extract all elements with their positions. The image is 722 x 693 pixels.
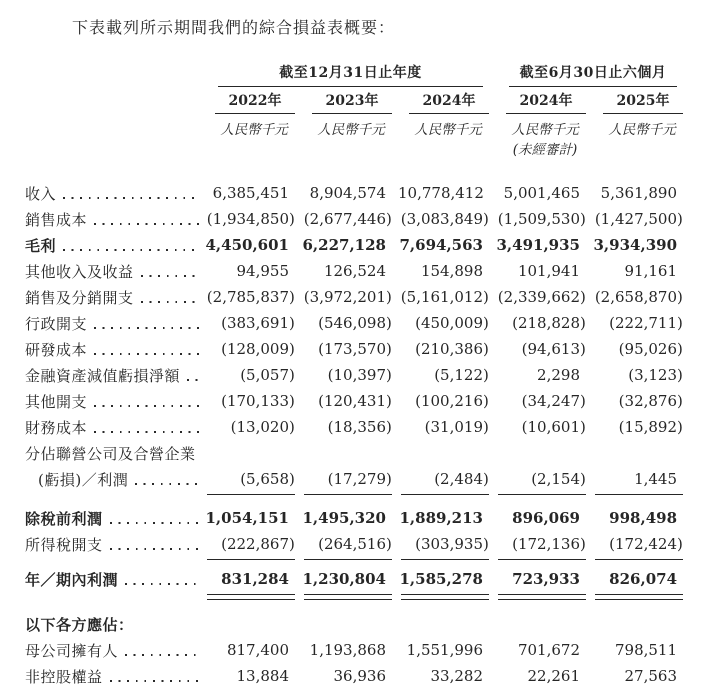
single-rule — [401, 559, 489, 560]
row-label-text: 其他開支 — [25, 392, 88, 411]
header-spacer — [25, 138, 204, 158]
row-label — [25, 637, 204, 663]
period-group-annual-label: 截至12月31日止年度 — [218, 62, 483, 87]
value-cell: 831,284 — [221, 570, 289, 588]
header-spacer — [25, 87, 204, 114]
row-label-text: 金融資產減值虧損淨額 — [25, 366, 181, 385]
value-cell: 154,898 — [420, 262, 483, 280]
period-group-annual — [204, 61, 495, 87]
leader-dots — [94, 223, 200, 225]
unit-label: 人民幣千元 — [220, 122, 288, 138]
value-cell: 36,936 — [333, 667, 386, 685]
value-cell: 91,161 — [624, 262, 678, 280]
table-row — [25, 362, 689, 388]
table-row — [25, 566, 689, 592]
value-cell: (2,339,662) — [497, 288, 586, 306]
value-cell: 13,884 — [236, 667, 289, 685]
value-cell: (1,427,500) — [594, 210, 683, 228]
subtotal-rule-row — [25, 557, 689, 564]
value-cell — [495, 440, 592, 466]
single-rule — [304, 494, 392, 495]
row-label — [25, 310, 204, 336]
double-rule — [498, 594, 586, 600]
value-cell: 10,778,412 — [398, 184, 484, 202]
value-cell: 3,934,390 — [593, 236, 678, 254]
value-cell — [398, 440, 495, 466]
row-label — [25, 336, 204, 362]
table-row — [25, 258, 689, 284]
value-cell: (34,247) — [521, 392, 586, 410]
header-gap — [25, 158, 689, 180]
leader-dots — [110, 680, 200, 682]
value-cell: (95,026) — [618, 340, 683, 358]
value-cell: 1,230,804 — [302, 570, 386, 588]
value-cell — [204, 611, 301, 637]
leader-dots — [141, 275, 200, 277]
intro-text: 下表載列所示期間我們的綜合損益表概要： — [72, 18, 396, 37]
row-label — [25, 531, 204, 557]
leader-dots — [135, 483, 200, 485]
row-label-text: 母公司擁有人 — [25, 641, 119, 660]
leader-dots — [63, 249, 200, 251]
unit-label: 人民幣千元 — [608, 122, 676, 138]
unit-label: 人民幣千元 — [317, 122, 385, 138]
value-cell: 22,261 — [527, 667, 580, 685]
table-row — [25, 388, 689, 414]
value-cell: 826,074 — [609, 570, 678, 588]
table-row — [25, 637, 689, 663]
subtotal-rule-row — [25, 492, 689, 499]
value-cell: 1,551,996 — [406, 641, 483, 659]
row-label — [25, 362, 204, 388]
table-header — [25, 61, 689, 180]
value-cell — [592, 440, 689, 466]
row-label-text: 非控股權益 — [25, 667, 103, 686]
row-label-text: 分佔聯營公司及合營企業 — [25, 444, 196, 463]
leader-dots — [187, 379, 200, 381]
row-label-text: 以下各方應佔： — [25, 615, 134, 634]
unit-label: 人民幣千元 — [414, 122, 482, 138]
double-rule — [595, 594, 683, 600]
year-header-2022: 2022年 — [204, 87, 301, 114]
leader-dots — [94, 327, 200, 329]
value-cell: 33,282 — [430, 667, 483, 685]
value-cell: (3,083,849) — [400, 210, 489, 228]
value-cell: 817,400 — [226, 641, 289, 659]
leader-dots — [141, 301, 200, 303]
table-row — [25, 531, 689, 557]
value-cell — [398, 611, 495, 637]
value-cell: (2,154) — [531, 470, 586, 488]
value-cell: 27,563 — [624, 667, 678, 685]
year-header-2024-interim: 2024年 — [495, 87, 592, 114]
value-cell: 6,227,128 — [302, 236, 386, 254]
row-label-text: 所得稅開支 — [25, 535, 103, 554]
row-label-text: 其他收入及收益 — [25, 262, 134, 281]
double-total-rule-row — [25, 592, 689, 605]
single-rule — [595, 559, 683, 560]
year-header-2025-interim: 2025年 — [592, 87, 689, 114]
value-cell: (172,424) — [609, 535, 683, 553]
year-header-2024: 2024年 — [398, 87, 495, 114]
value-cell: 3,491,935 — [496, 236, 580, 254]
value-cell: (210,386) — [415, 340, 489, 358]
row-label-text: (虧損)／利潤 — [38, 470, 129, 489]
value-cell: (5,658) — [240, 470, 295, 488]
value-cell: (10,397) — [327, 366, 392, 384]
row-label — [25, 440, 204, 466]
row-label — [25, 388, 204, 414]
value-cell: 7,694,563 — [399, 236, 483, 254]
period-group-interim — [495, 61, 689, 87]
value-cell: 1,445 — [634, 470, 678, 488]
value-cell — [204, 440, 301, 466]
value-cell: 94,955 — [236, 262, 289, 280]
table-row — [25, 611, 689, 637]
value-cell: (120,431) — [318, 392, 392, 410]
single-rule — [207, 559, 295, 560]
value-cell: (222,867) — [221, 535, 295, 553]
value-cell: (170,133) — [221, 392, 295, 410]
single-rule — [498, 559, 586, 560]
value-cell: 5,361,890 — [600, 184, 678, 202]
value-cell: (13,020) — [230, 418, 295, 436]
value-cell: (222,711) — [609, 314, 683, 332]
value-cell: (17,279) — [327, 470, 392, 488]
row-label-text: 除稅前利潤 — [25, 509, 103, 528]
value-cell: (5,122) — [434, 366, 489, 384]
single-rule — [304, 559, 392, 560]
leader-dots — [125, 583, 200, 585]
table-row — [25, 206, 689, 232]
row-label-text: 收入 — [25, 184, 57, 203]
value-cell: (18,356) — [327, 418, 392, 436]
value-cell: (1,509,530) — [497, 210, 586, 228]
row-label — [25, 663, 204, 689]
row-label — [25, 611, 204, 637]
value-cell: (2,677,446) — [303, 210, 392, 228]
single-rule — [498, 494, 586, 495]
value-cell: (264,516) — [318, 535, 392, 553]
value-cell: 2,298 — [537, 366, 580, 384]
value-cell: (173,570) — [318, 340, 392, 358]
value-cell: 4,450,601 — [205, 236, 289, 254]
row-label — [25, 566, 204, 592]
value-cell: (31,019) — [424, 418, 489, 436]
unaudited-label: (未經審計) — [512, 142, 578, 158]
unit-label: 人民幣千元 — [511, 122, 579, 138]
value-cell: (94,613) — [521, 340, 586, 358]
table-row — [25, 310, 689, 336]
value-cell: (32,876) — [618, 392, 683, 410]
row-label-text: 毛利 — [25, 236, 57, 255]
value-cell: (100,216) — [415, 392, 489, 410]
row-label-text: 銷售成本 — [25, 210, 88, 229]
row-label — [25, 284, 204, 310]
row-label — [25, 206, 204, 232]
value-cell: 126,524 — [323, 262, 386, 280]
value-cell: (128,009) — [221, 340, 295, 358]
value-cell: (2,785,837) — [206, 288, 295, 306]
double-rule — [401, 594, 489, 600]
value-cell: 896,069 — [512, 509, 580, 527]
leader-dots — [94, 405, 200, 407]
value-cell: (3,123) — [628, 366, 683, 384]
value-cell: 8,904,574 — [309, 184, 386, 202]
leader-dots — [63, 197, 200, 199]
double-rule — [304, 594, 392, 600]
year-header-2023: 2023年 — [301, 87, 398, 114]
value-cell — [301, 611, 398, 637]
income-statement-table — [25, 61, 689, 689]
double-rule — [207, 594, 295, 600]
value-cell: 798,511 — [614, 641, 678, 659]
value-cell: (546,098) — [318, 314, 392, 332]
value-cell: 5,001,465 — [503, 184, 580, 202]
value-cell: (218,828) — [512, 314, 586, 332]
value-cell: (383,691) — [221, 314, 295, 332]
row-label — [25, 258, 204, 284]
value-cell — [592, 611, 689, 637]
value-cell: (2,484) — [434, 470, 489, 488]
table-row — [25, 466, 689, 492]
table-row — [25, 232, 689, 258]
header-spacer — [25, 61, 204, 87]
row-label-text: 年／期內利潤 — [25, 570, 119, 589]
row-label-text: 行政開支 — [25, 314, 88, 333]
leader-dots — [94, 353, 200, 355]
table-row — [25, 663, 689, 689]
value-cell: 723,933 — [512, 570, 580, 588]
leader-dots — [125, 654, 200, 656]
value-cell — [301, 440, 398, 466]
single-rule — [595, 494, 683, 495]
value-cell — [495, 611, 592, 637]
value-cell: 1,889,213 — [399, 509, 483, 527]
leader-dots — [110, 548, 200, 550]
table-row — [25, 505, 689, 531]
table-body — [25, 180, 689, 689]
table-row — [25, 414, 689, 440]
value-cell: (5,161,012) — [400, 288, 489, 306]
value-cell: 998,498 — [609, 509, 678, 527]
row-label-text: 銷售及分銷開支 — [25, 288, 134, 307]
row-label-text: 研發成本 — [25, 340, 88, 359]
value-cell: (1,934,850) — [206, 210, 295, 228]
period-group-interim-label: 截至6月30日止六個月 — [509, 62, 677, 87]
value-cell: 701,672 — [517, 641, 580, 659]
single-rule — [207, 494, 295, 495]
table-row — [25, 336, 689, 362]
header-spacer — [25, 114, 204, 138]
row-label — [25, 180, 204, 206]
value-cell: (2,658,870) — [594, 288, 683, 306]
value-cell: (450,009) — [415, 314, 489, 332]
table-row — [25, 440, 689, 466]
row-label — [25, 505, 204, 531]
value-cell: (172,136) — [512, 535, 586, 553]
value-cell: (3,972,201) — [303, 288, 392, 306]
value-cell: 101,941 — [517, 262, 580, 280]
table-row — [25, 180, 689, 206]
value-cell: 1,054,151 — [205, 509, 289, 527]
table-row — [25, 284, 689, 310]
row-label-text: 財務成本 — [25, 418, 88, 437]
single-rule — [401, 494, 489, 495]
row-label — [25, 232, 204, 258]
row-label — [25, 466, 204, 492]
leader-dots — [110, 522, 200, 524]
value-cell: 1,495,320 — [302, 509, 386, 527]
value-cell: 1,193,868 — [309, 641, 386, 659]
row-label — [25, 414, 204, 440]
value-cell: (10,601) — [521, 418, 586, 436]
value-cell: 1,585,278 — [399, 570, 483, 588]
value-cell: (15,892) — [618, 418, 683, 436]
value-cell: 6,385,451 — [212, 184, 289, 202]
value-cell: (303,935) — [415, 535, 489, 553]
leader-dots — [94, 431, 200, 433]
value-cell: (5,057) — [240, 366, 295, 384]
